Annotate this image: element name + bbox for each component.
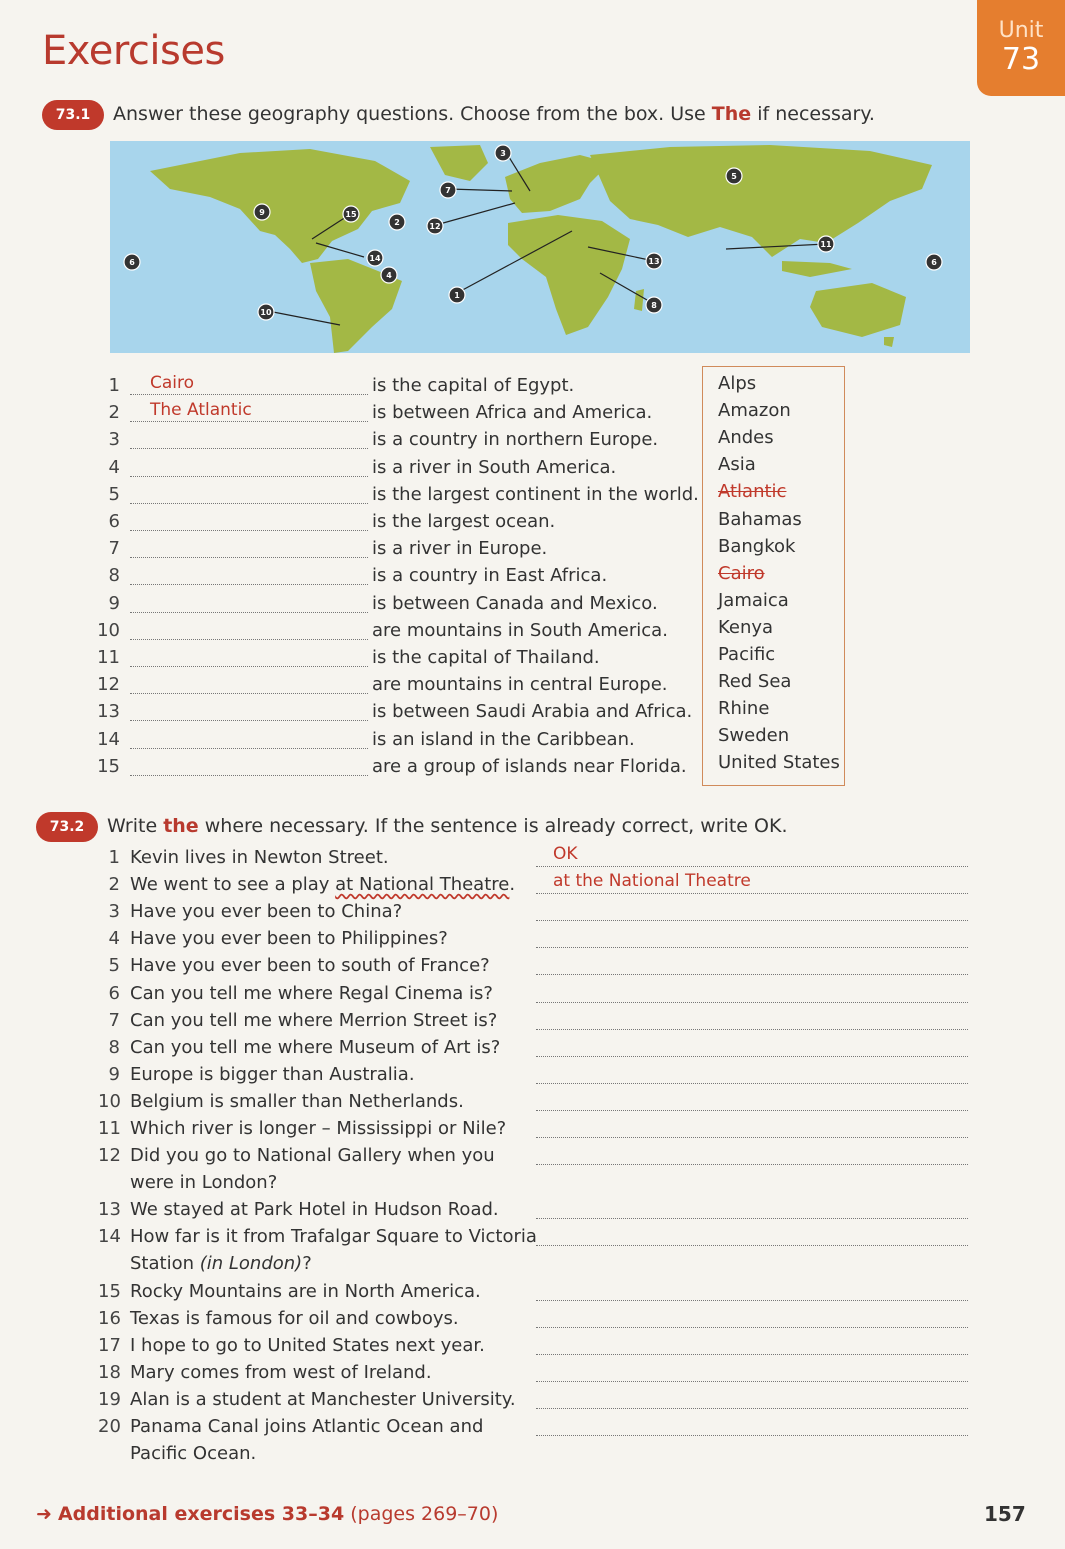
map-pin-label: 8: [651, 301, 657, 310]
word-box-item: Jamaica: [718, 589, 789, 611]
sentence-text: Belgium is smaller than Netherlands.: [130, 1090, 464, 1112]
question-text: is a river in South America.: [372, 456, 617, 478]
sentence-text: Have you ever been to China?: [130, 901, 403, 923]
map-pin-label: 4: [386, 271, 392, 280]
word-box-item: Red Sea: [718, 671, 792, 693]
item-number: 12: [97, 674, 120, 696]
question-text: is a country in East Africa.: [372, 565, 608, 587]
additional-exercises-link[interactable]: ➜ Additional exercises 33–34 (pages 269–70): [36, 1503, 499, 1525]
answer-line[interactable]: [130, 775, 368, 776]
answer-line[interactable]: [536, 1083, 968, 1084]
answer-line[interactable]: [130, 448, 368, 449]
world-map: [110, 141, 970, 353]
sentence-text: Alan is a student at Manchester University.: [130, 1389, 516, 1410]
unit-tab: [977, 0, 1065, 96]
map-pin-label: 5: [731, 172, 737, 181]
exercise-1-row: [0, 729, 700, 756]
answer-line[interactable]: [536, 1056, 968, 1057]
item-number: 6: [108, 511, 120, 532]
sentence-text: We stayed at Park Hotel in Hudson Road.: [130, 1199, 499, 1221]
exercise-1-row: [0, 484, 700, 511]
exercise-1-row: [0, 375, 700, 402]
word-box-item: Alps: [718, 373, 757, 394]
sentence-text: Can you tell me where Museum of Art is?: [130, 1036, 501, 1058]
answer-line[interactable]: [536, 1327, 968, 1328]
exercise-1-row: [0, 647, 700, 674]
answer-line[interactable]: [536, 1002, 968, 1003]
unit-number: 73: [1001, 42, 1041, 77]
item-number: 1: [108, 847, 120, 868]
item-number: 15: [97, 755, 120, 777]
item-number: 2: [108, 402, 120, 424]
sentence-text: Kevin lives in Newton Street.: [130, 847, 389, 868]
question-text: are a group of islands near Florida.: [372, 755, 687, 777]
sentence-text: Have you ever been to south of France?: [130, 955, 490, 977]
exercise-1-row: [0, 402, 700, 429]
exercise-badge-73-2: 73.2: [36, 812, 98, 842]
word-box-item: Asia: [718, 454, 756, 476]
answer-line[interactable]: [130, 720, 368, 721]
answer-line[interactable]: [130, 503, 368, 504]
answer-text: Cairo: [150, 373, 195, 393]
answer-line[interactable]: [536, 893, 968, 894]
page-number: 157: [984, 1502, 1026, 1526]
sentence-text: Did you go to National Gallery when you: [130, 1145, 495, 1167]
answer-line[interactable]: [536, 866, 968, 867]
sentence-text: Station (in London)?: [130, 1253, 312, 1275]
map-pin-label: 12: [429, 222, 441, 231]
page-title: Exercises: [42, 28, 225, 74]
exercise-badge-73-1: 73.1: [42, 100, 104, 130]
answer-line[interactable]: [536, 1300, 968, 1301]
answer-line[interactable]: [536, 920, 968, 921]
map-pin-label: 6: [129, 258, 135, 267]
item-number: 14: [97, 728, 120, 750]
item-number: 8: [108, 1036, 120, 1058]
answer-line[interactable]: [536, 1029, 968, 1030]
answer-text: The Atlantic: [150, 400, 252, 421]
answer-line[interactable]: [130, 639, 368, 640]
question-text: is the largest ocean.: [372, 511, 556, 532]
answer-line[interactable]: [536, 1435, 968, 1436]
sentence-text: Europe is bigger than Australia.: [130, 1063, 415, 1085]
answer-line[interactable]: [130, 557, 368, 558]
word-box-item: Atlantic: [718, 481, 787, 503]
answer-line[interactable]: [536, 1354, 968, 1355]
word-box-item: Cairo: [718, 562, 765, 584]
world-map-image: [110, 141, 970, 353]
sentence-text: Panama Canal joins Atlantic Ocean and: [130, 1416, 484, 1438]
question-text: is an island in the Caribbean.: [372, 728, 635, 750]
answer-line[interactable]: [130, 421, 368, 422]
arrow-right-icon: ➜: [36, 1503, 52, 1525]
unit-label: Unit: [998, 18, 1044, 43]
sentence-text: I hope to go to United States next year.: [130, 1334, 485, 1356]
item-number: 7: [108, 1009, 120, 1031]
italic-note: (in London): [199, 1253, 303, 1275]
answer-line[interactable]: [130, 666, 368, 667]
map-pin-label: 9: [259, 208, 265, 217]
word-box-item: Pacific: [718, 644, 776, 665]
exercise-1-row: [0, 674, 700, 701]
answer-line[interactable]: [130, 530, 368, 531]
sentence-text: Rocky Mountains are in North America.: [130, 1280, 481, 1302]
exercise-1-row: [0, 701, 700, 728]
item-number: 9: [108, 1063, 120, 1085]
sentence-text: Have you ever been to Philippines?: [130, 928, 448, 950]
sentence-text: Can you tell me where Regal Cinema is?: [130, 982, 493, 1004]
map-pin-label: 14: [369, 254, 381, 263]
exercise-2-instruction: Write the where necessary. If the sentence is already correct, write OK.: [107, 815, 788, 837]
exercise-1-row: [0, 538, 700, 565]
exercise-1-row: [0, 457, 700, 484]
item-number: 10: [98, 1090, 121, 1112]
item-number: 7: [108, 538, 120, 560]
map-pin-label: 13: [648, 257, 660, 266]
answer-line[interactable]: [130, 693, 368, 694]
answer-line[interactable]: [536, 974, 968, 975]
map-pin-label: 6: [931, 258, 937, 267]
map-pin-label: 2: [394, 218, 400, 227]
sentence-text: Mary comes from west of Ireland.: [130, 1361, 432, 1383]
question-text: is a country in northern Europe.: [372, 429, 659, 451]
item-number: 3: [108, 429, 120, 451]
item-number: 5: [108, 955, 120, 977]
word-box-item: Kenya: [718, 616, 774, 638]
exercise-1-row: [0, 620, 700, 647]
sentence-text: Texas is famous for oil and cowboys.: [130, 1307, 459, 1329]
item-number: 2: [108, 874, 120, 896]
word-box: [702, 366, 845, 786]
answer-line[interactable]: [536, 1164, 968, 1165]
question-text: is the largest continent in the world.: [372, 483, 699, 505]
answer-text: OK: [553, 844, 578, 864]
answer-line[interactable]: [536, 1245, 968, 1246]
map-pin-label: 7: [445, 186, 451, 195]
answer-line[interactable]: [130, 584, 368, 585]
answer-line[interactable]: [130, 612, 368, 613]
answer-line[interactable]: [536, 1110, 968, 1111]
sentence-text: Can you tell me where Merrion Street is?: [130, 1009, 498, 1031]
map-pin-label: 15: [345, 210, 357, 219]
item-number: 12: [98, 1145, 121, 1167]
word-box-item: Bahamas: [718, 508, 802, 530]
word-box-item: Amazon: [718, 400, 791, 422]
sentence-text: Pacific Ocean.: [130, 1443, 257, 1465]
item-number: 14: [98, 1226, 121, 1248]
item-number: 1: [108, 375, 120, 396]
exercise-1-row: [0, 593, 700, 620]
item-number: 4: [108, 456, 120, 478]
sentence-text: were in London?: [130, 1172, 278, 1194]
item-number: 17: [98, 1334, 121, 1356]
highlighted-phrase: at National Theatre: [335, 874, 510, 896]
item-number: 3: [108, 901, 120, 923]
map-pin-label: 3: [500, 149, 506, 158]
item-number: 15: [98, 1280, 121, 1302]
answer-line[interactable]: [536, 1137, 968, 1138]
item-number: 16: [98, 1307, 121, 1329]
answer-line[interactable]: [130, 476, 368, 477]
word-box-item: Bangkok: [718, 535, 796, 557]
answer-line[interactable]: [536, 1408, 968, 1409]
exercise-1-row: [0, 511, 700, 538]
answer-line[interactable]: [536, 1381, 968, 1382]
sentence-text: Which river is longer – Mississippi or Nile?: [130, 1118, 507, 1139]
item-number: 10: [97, 619, 120, 641]
item-number: 11: [98, 1118, 121, 1139]
item-number: 6: [108, 982, 120, 1004]
question-text: are mountains in central Europe.: [372, 674, 668, 696]
question-text: is between Canada and Mexico.: [372, 592, 658, 614]
map-pin-label: 11: [820, 240, 832, 249]
item-number: 9: [108, 592, 120, 614]
question-text: is a river in Europe.: [372, 538, 548, 560]
sentence-text: How far is it from Trafalgar Square to Victoria: [130, 1226, 537, 1248]
item-number: 19: [98, 1389, 121, 1410]
answer-line[interactable]: [130, 748, 368, 749]
answer-text: at the National Theatre: [553, 871, 751, 892]
question-text: is the capital of Thailand.: [372, 647, 600, 668]
answer-line[interactable]: [536, 947, 968, 948]
item-number: 20: [98, 1416, 121, 1438]
word-box-item: Andes: [718, 427, 774, 449]
question-text: is between Africa and America.: [372, 402, 653, 424]
item-number: 18: [98, 1361, 121, 1383]
exercise-1-row: [0, 756, 700, 783]
item-number: 5: [108, 483, 120, 505]
question-text: is the capital of Egypt.: [372, 375, 575, 396]
item-number: 13: [97, 701, 120, 723]
item-number: 13: [98, 1199, 121, 1221]
item-number: 8: [108, 565, 120, 587]
answer-line[interactable]: [130, 394, 368, 395]
item-number: 11: [97, 647, 120, 668]
word-box-item: Rhine: [718, 698, 770, 720]
exercise-1-instruction: Answer these geography questions. Choose from the box. Use The if necessary.: [113, 103, 875, 125]
map-pin-label: 10: [260, 308, 272, 317]
item-number: 4: [108, 928, 120, 950]
map-pin-label: 1: [454, 291, 460, 300]
answer-line[interactable]: [536, 1218, 968, 1219]
word-box-item: Sweden: [718, 725, 790, 747]
word-box-item: United States: [718, 752, 840, 774]
question-text: are mountains in South America.: [372, 619, 668, 641]
sentence-text: We went to see a play at National Theatre.: [130, 874, 516, 896]
exercise-1-row: [0, 429, 700, 456]
exercise-1-row: [0, 565, 700, 592]
question-text: is between Saudi Arabia and Africa.: [372, 701, 693, 723]
